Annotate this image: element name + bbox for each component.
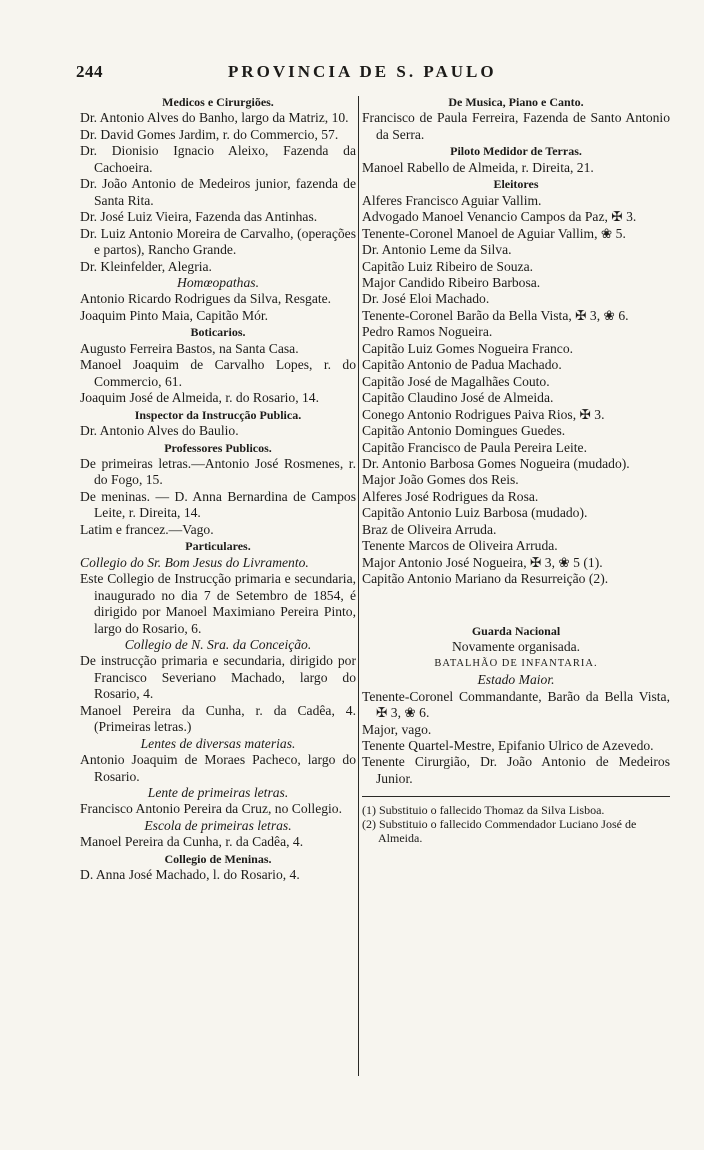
entry: Conego Antonio Rodrigues Paiva Rios, ✠ 3. bbox=[362, 406, 605, 422]
entry: Tenente Marcos de Oliveira Arruda. bbox=[362, 538, 558, 554]
section-heading: Boticarios. bbox=[190, 325, 246, 340]
entry: Dr. Dionisio Ignacio Aleixo, Fazenda da Cachoeira. bbox=[80, 143, 356, 175]
entry: Francisco Antonio Pereira da Cruz, no Collegio. bbox=[80, 801, 343, 817]
entry: Tenente-Coronel Barão da Bella Vista, ✠ 3, ❀ 6. bbox=[362, 307, 629, 323]
entry: De instrucção primaria e secundaria, dirigido por Francisco Severiano Machado, largo do Rosario, 4. bbox=[80, 653, 356, 702]
entry: Dr. Antonio Alves do Banho, largo da Matriz, 10. bbox=[80, 110, 349, 126]
entry: Tenente-Coronel Manoel de Aguiar Vallim, ❀ 5. bbox=[362, 225, 626, 241]
page-number: 244 bbox=[76, 62, 103, 81]
section-heading: Eleitores bbox=[493, 177, 539, 192]
page-header bbox=[0, 62, 704, 84]
footnote: (2) Substituio o fallecido Commendador Luciano José de Almeida. bbox=[362, 817, 637, 846]
entry: De meninas. — D. Anna Bernardina de Campos Leite, r. Direita, 14. bbox=[80, 488, 356, 521]
entry: Alferes José Rodrigues da Rosa. bbox=[362, 488, 539, 504]
italic-subheading: Lente de primeiras letras. bbox=[147, 785, 289, 801]
entry: Manoel Joaquim de Carvalho Lopes, r. do Commercio, 61. bbox=[80, 357, 356, 389]
section-heading: De Musica, Piano e Canto. bbox=[448, 95, 584, 109]
spacer bbox=[362, 601, 670, 609]
italic-subheading: Homœopathas. bbox=[177, 274, 259, 290]
entry: Joaquim Pinto Maia, Capitão Mór. bbox=[80, 307, 269, 323]
entry: Dr. Antonio Barbosa Gomes Nogueira (mudado). bbox=[362, 455, 630, 471]
entry: Capitão José de Magalhães Couto. bbox=[362, 373, 550, 389]
entry: Tenente Cirurgião, Dr. João Antonio de Medeiros Junior. bbox=[362, 754, 670, 786]
section-heading: Particulares. bbox=[185, 539, 251, 554]
entry: Advogado Manoel Venancio Campos da Paz, ✠ 3. bbox=[362, 209, 637, 225]
entry: Tenente-Coronel Commandante, Barão da Bella Vista, ✠ 3, ❀ 6. bbox=[362, 688, 670, 721]
entry: De primeiras letras.—Antonio José Rosmenes, r. do Fogo, 15. bbox=[80, 455, 356, 488]
entry: Dr. Luiz Antonio Moreira de Carvalho, (operações e partos), Rancho Grande. bbox=[80, 225, 356, 258]
entry: Manoel Rabello de Almeida, r. Direita, 21. bbox=[362, 159, 594, 175]
entry: Augusto Ferreira Bastos, na Santa Casa. bbox=[80, 340, 299, 356]
entry: Antonio Ricardo Rodrigues da Silva, Resgate. bbox=[80, 291, 332, 307]
footnote-rule bbox=[362, 796, 670, 797]
left-column bbox=[80, 94, 356, 884]
entry: Capitão Antonio de Padua Machado. bbox=[362, 357, 562, 373]
entry: Manoel Pereira da Cunha, r. da Cadêa, 4. (Primeiras letras.) bbox=[80, 702, 356, 735]
entry: Dr. Antonio Leme da Silva. bbox=[362, 242, 512, 258]
footnote: (1) Substituio o fallecido Thomaz da Silva Lisboa. bbox=[362, 803, 605, 818]
entry: Capitão Antonio Mariano da Resurreição (2). bbox=[362, 571, 609, 587]
entry: Tenente Quartel-Mestre, Epifanio Ulrico de Azevedo. bbox=[362, 737, 654, 753]
entry: D. Anna José Machado, l. do Rosario, 4. bbox=[80, 867, 300, 883]
entry: Dr. João Antonio de Medeiros junior, fazenda de Santa Rita. bbox=[80, 176, 356, 208]
italic-title: Collegio do Sr. Bom Jesus do Livramento. bbox=[80, 554, 309, 570]
small-caps-heading: BATALHÃO DE INFANTARIA. bbox=[434, 657, 598, 669]
entry: Alferes Francisco Aguiar Vallim. bbox=[362, 192, 542, 208]
entry: Major, vago. bbox=[362, 721, 432, 737]
entry: Capitão Francisco de Paula Pereira Leite. bbox=[362, 439, 587, 455]
italic-subheading: Estado Maior. bbox=[477, 672, 555, 688]
entry: Capitão Antonio Luiz Barbosa (mudado). bbox=[362, 505, 588, 521]
entry: Braz de Oliveira Arruda. bbox=[362, 521, 497, 537]
section-heading: Guarda Nacional bbox=[471, 623, 561, 638]
centered-line: Novamente organisada. bbox=[451, 639, 581, 655]
entry: Major Candido Ribeiro Barbosa. bbox=[362, 274, 541, 290]
entry: Capitão Luiz Ribeiro de Souza. bbox=[362, 258, 534, 274]
entry: Pedro Ramos Nogueira. bbox=[362, 324, 493, 340]
italic-subheading: Escola de primeiras letras. bbox=[144, 817, 292, 833]
entry: Dr. David Gomes Jardim, r. do Commercio, 57. bbox=[80, 126, 339, 142]
entry: Joaquim José de Almeida, r. do Rosario, 14. bbox=[80, 390, 319, 406]
italic-subheading: Collegio de N. Sra. da Conceição. bbox=[124, 636, 312, 652]
entry: Manoel Pereira da Cunha, r. da Cadêa, 4. bbox=[80, 834, 304, 850]
entry: Dr. Antonio Alves do Baulio. bbox=[80, 423, 239, 439]
entry: Dr. José Eloi Machado. bbox=[362, 291, 490, 307]
running-title: PROVINCIA DE S. PAULO bbox=[228, 62, 497, 81]
footnotes bbox=[362, 803, 670, 845]
entry: Antonio Joaquim de Moraes Pacheco, largo do Rosario. bbox=[80, 752, 356, 784]
column-divider bbox=[358, 96, 359, 1076]
entry: Capitão Antonio Domingues Guedes. bbox=[362, 423, 566, 439]
entry: Dr. Kleinfelder, Alegria. bbox=[80, 258, 212, 274]
right-column bbox=[362, 94, 670, 845]
section-heading: Inspector da Instrucção Publica. bbox=[134, 407, 302, 422]
entry: Este Collegio de Instrucção primaria e secundaria, inaugurado no dia 7 de Setembro de 1854, é dirigido por Manoel Maximiano Pereira Pinto, largo do Rosario, 6. bbox=[80, 571, 356, 636]
section-heading: Medicos e Cirurgiões. bbox=[162, 95, 274, 109]
italic-subheading: Lentes de diversas materias. bbox=[140, 735, 296, 751]
entry: Capitão Claudino José de Almeida. bbox=[362, 390, 554, 406]
entry: Major Antonio José Nogueira, ✠ 3, ❀ 5 (1). bbox=[362, 554, 603, 570]
entry: Dr. José Luiz Vieira, Fazenda das Antinhas. bbox=[80, 209, 318, 225]
entry: Capitão Luiz Gomes Nogueira Franco. bbox=[362, 340, 574, 356]
entry: Latim e francez.—Vago. bbox=[80, 521, 214, 537]
section-heading: Collegio de Meninas. bbox=[164, 851, 272, 866]
section-heading: Professores Publicos. bbox=[164, 440, 272, 455]
entry: Francisco de Paula Ferreira, Fazenda de Santo Antonio da Serra. bbox=[362, 110, 670, 142]
entry: Major João Gomes dos Reis. bbox=[362, 472, 519, 488]
section-heading: Piloto Medidor de Terras. bbox=[450, 144, 582, 159]
